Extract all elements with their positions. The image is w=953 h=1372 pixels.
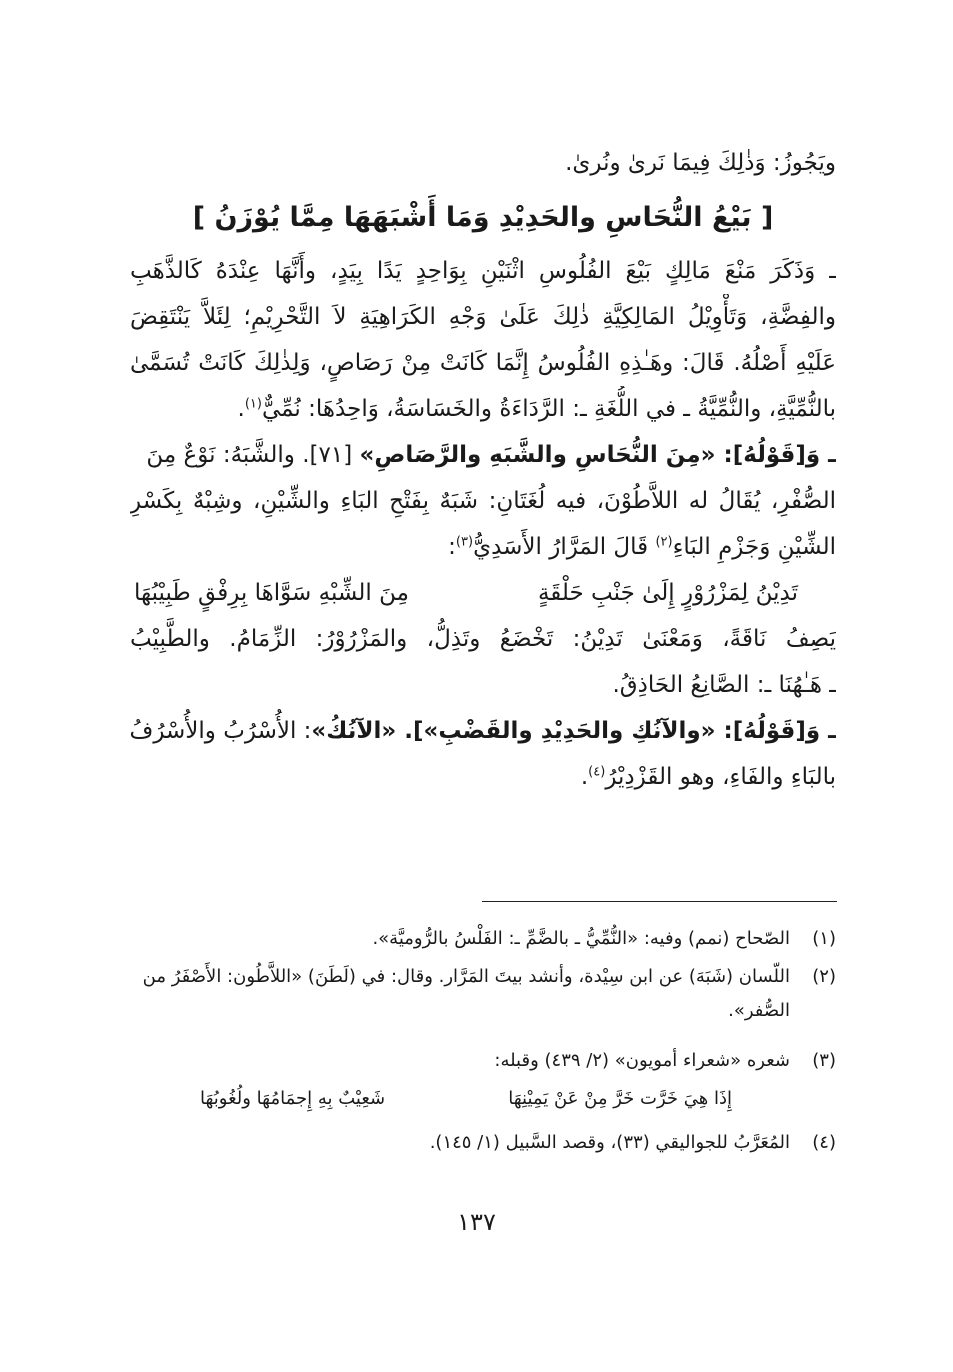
text-line: الشِّيْنِ وَجَزْمِ البَاءِ$^{(٢)}$ قَالَ المَرَّارُ الأَسَدِيُّ$^{(٣)}$: — [448, 534, 836, 560]
text-line: عَلَيْهِ أَصْلُهُ. قَالَ: وهَـٰذِهِ الفُلُوسُ إِنَّمَا كَانَتْ مِنْ رَصَاصٍ، وَلِذٰلِكَ كَانَتْ تُسَمَّىٰ — [130, 350, 836, 376]
text-line: ـ وَذَكَرَ مَنْعَ مَالِكٍ بَيْعَ الفُلُوسِ اثْنَيْنِ بِوَاحِدٍ يَدًا بِيَدٍ، وأَنَّهَا عِنْدَهُ كَالذَّهَبِ — [130, 258, 836, 284]
footnote-divider — [482, 901, 837, 902]
text-line: بالبَاءِ والفَاءِ، وهو القَزْدِيْرُ$^{(٤)}$. — [580, 764, 836, 790]
paragraph-2 — [130, 432, 836, 570]
text-line: بالنُّمِّيَّةِ، والنُّمِّيَّةُ ـ في اللُّغَةِ ـ: الرَّدَاءَةُ والخَسَاسَةُ، وَاحِدُهَا: نُمِّيٌّ$^{(١)}$. — [237, 396, 836, 422]
footnote-ref[interactable]: (٣) — [455, 534, 474, 550]
footnote-verse — [134, 1082, 836, 1116]
verse-hemistich-right: إِذَا هِيَ خَرَّت خَرَّ مِنْ عَنْ يَمِيْنِهَا — [508, 1088, 732, 1109]
verse-hemistich-left: مِنَ الشِّبْهِ سَوَّاهَا بِرِفْقٍ طَبِيْبُهَا — [134, 580, 409, 606]
main-text — [130, 140, 836, 800]
text-line: ـ هَـٰهُنَا ـ: الصَّانِعُ الحَاذِقُ. — [612, 672, 836, 698]
footnote-text: المُعَرَّبُ للجواليقي (٣٣)، وقصد السَّبيل (١/ ١٤٥). — [429, 1132, 790, 1153]
footnote-1 — [134, 922, 836, 956]
verse-hemistich-left: شَعِيْبٌ بِهِ إِجمَامُهَا ولُغُوبُهَا — [200, 1088, 386, 1109]
intro-line: ويَجُوزُ: وَذٰلِكَ فِيمَا نَرىٰ ونُرىٰ. — [565, 150, 836, 176]
quoted-phrase: ـ وَ[قَوْلُهُ]: «مِنَ النُّحَاسِ والشَّبَهِ والرَّصَاصِ» — [359, 442, 836, 468]
text-line: ـ وَ[قَوْلُهُ]: «مِنَ النُّحَاسِ والشَّبَهِ والرَّصَاصِ» [٧١]. والشَّبَهُ: نَوْعٌ مِنَ — [146, 442, 836, 468]
paragraph-4 — [130, 708, 836, 800]
quoted-phrase: ـ وَ[قَوْلُهُ]: «والآنُكِ والحَدِيْدِ والقَضْبِ»]. — [404, 718, 836, 744]
text-line: يَصِفُ نَاقَةً، وَمَعْنَىٰ تَدِيْنُ: تَخْضَعُ وتَذِلُّ، والمَزْرُوْرُ: الزِّمَامُ. والطَّبِيْبُ — [130, 626, 836, 652]
footnote-text: الصّحاح (نمم) وفيه: «النُّمِّيُّ ـ بالضَّمِّ ـ: الفَلْسُ بالرُّوميَّة». — [372, 928, 790, 949]
paragraph-1 — [130, 248, 836, 432]
text-line: والفِضَّةِ، وَتَأْوِيْلُ المَالِكِيَّةِ ذٰلِكَ عَلَىٰ وَجْهِ الكَرَاهِيَةِ لاَ التَّحْرِيْمِ؛ لِئَلاَّ يَنْتَقِضَ — [130, 304, 836, 330]
text-line: ـ وَ[قَوْلُهُ]: «والآنُكِ والحَدِيْدِ والقَضْبِ»]. «الآنُكُ»: الأُسْرُبُ والأُسْرُفُ — [130, 718, 836, 744]
verse-hemistich-right: تَدِيْنُ لِمَزْرُوْرٍ إِلَىٰ جَنْبِ حَلْقَةٍ — [537, 580, 798, 606]
footnote-ref[interactable]: (٢) — [655, 534, 673, 550]
footnote-number: (١) — [812, 928, 836, 949]
quoted-phrase: «الآنُكُ» — [311, 718, 405, 744]
text-line: الصُّفْرِ، يُقَالُ له اللاَّطُوْنَ، فيه لُغَتَانِ: شَبَهٌ بِفَتْحِ البَاءِ والشِّيْنِ، وشِبْهٌ بِكَسْرِ — [130, 488, 836, 514]
footnote-2 — [134, 960, 836, 1028]
footnote-text: شعره «شعراء أمويون» (٢/ ٤٣٩) وقبله: — [494, 1050, 790, 1071]
paragraph-3 — [130, 616, 836, 708]
footnote-ref[interactable]: (١) — [244, 396, 262, 412]
footnote-number: (٢) — [812, 966, 836, 987]
footnote-text-continued: الصُّفر». — [728, 1000, 790, 1021]
footnote-number: (٤) — [812, 1132, 836, 1153]
section-heading: [ بَيْعُ النُّحَاسِ والحَدِيْدِ وَمَا أَشْبَهَهَا مِمَّا يُوْزَنُ ] — [192, 202, 774, 233]
footnote-number: (٣) — [812, 1050, 836, 1071]
footnote-ref[interactable]: (٤) — [588, 764, 606, 780]
poem-verse — [130, 570, 836, 616]
footnote-text: اللّسان (شَبَهَ) عن ابن سِيْدة، وأنشد بيتَ المَرَّار. وقال: في (لَطَنَ) «اللاَّطُون: الأَصْفَرُ من — [142, 966, 790, 987]
footnote-4 — [134, 1126, 836, 1160]
footnote-3 — [134, 1044, 836, 1078]
page-number: ١٣٧ — [457, 1208, 496, 1236]
